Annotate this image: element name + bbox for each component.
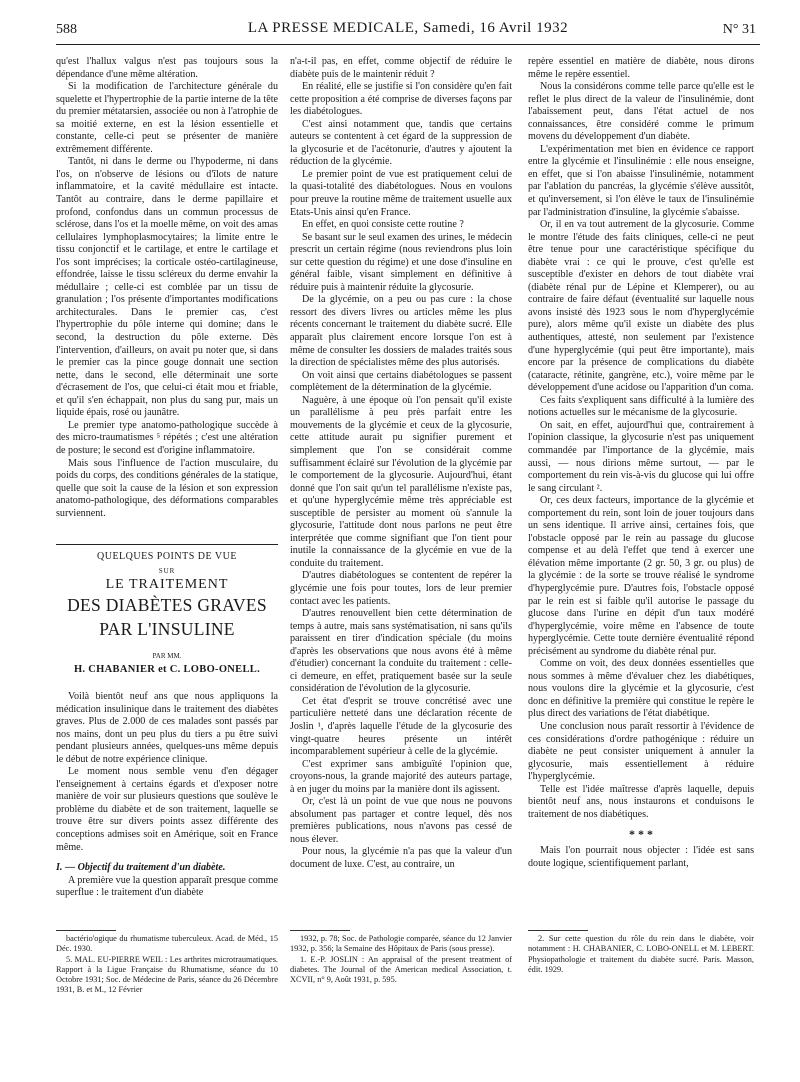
footnote: 1. E.-P. JOSLIN : An appraisal of the present treatment of diabetes. The Journal of the American medical Association, t. XCVII, n° 9, Août 1931, p. 595.	[290, 954, 512, 985]
article-par: PAR MM.	[152, 651, 182, 660]
paragraph: Le premier type anatomo-pathologique succède à des micro-traumatismes ⁵ répétés ; c'est une altération de posture; le second est d'origine inflammatoire.	[56, 419, 278, 456]
paragraph: D'autres renouvellent bien cette détermination de temps à autre, mais sans systématisation, ni sans qu'ils paraissent en tirer d'indication spéciale (du moins d'après les observations que nous avons été à même d'étudier) concernant la conduite du traitement : celle-ci demeure, en effet, pratiquement basée sur la seule considération de l'évolution de la glycosurie.	[290, 608, 512, 695]
footnotes-col3	[528, 930, 754, 975]
section-stars: * * *	[629, 827, 653, 842]
article-sur: SUR	[158, 566, 176, 575]
article-title-line1: LE TRAITEMENT	[105, 577, 229, 593]
paragraph: Mais sous l'influence de l'action musculaire, du poids du corps, des conditions générales de la statique, quelle que soit la cause de la lésion et son expression anatomo-pathologique, des déformations comparables surviennent.	[56, 457, 278, 519]
paragraph: Le premier point de vue est pratiquement celui de la quasi-totalité des diabétologues. Nous en voulons pour preuve la routine même de traitement usuelle aux Etats-Unis ainsi qu'en France.	[290, 168, 512, 218]
paragraph: Nous la considérons comme telle parce qu'elle est le reflet le plus direct de la valeur de l'insulinémie, dont l'abaissement peut, dans l'état actuel de nos connaissances, être considéré comme le primum movens du développement d'un diabète.	[528, 81, 754, 143]
paragraph: qu'est l'hallux valgus n'est pas toujours sous la dépendance d'une même altération.	[56, 56, 278, 80]
article-separator	[56, 544, 278, 545]
paragraph: Or, ces deux facteurs, importance de la glycémie et comportement du rein, sont loin de jouer toujours dans un sens identique. Il arrive ainsi, certaines fois, que l'obstacle opposé par le rein au passage du glucose compense et au delà l'effet que tend à exercer une élévation même importante (2 gr. 50, 3 gr. ou plus) de la glycémie : de la sorte se trouve réalisé le syndrome d'hyperglycémie pure. D'autres fois, l'obstacle opposé par le rein est si faible qu'il autorise le passage du glucose dans l'urine en dépit d'un taux modéré d'hyperglycémie, voire même en l'absence de toute hyperglycémie. Cette toute dernière éventualité répond précisément au syndrome du diabète rénal pur.	[528, 495, 754, 657]
footnote: bactério'ogique du rhumatisme tuberculeux. Acad. de Méd., 15 Déc. 1930.	[56, 934, 278, 954]
paragraph: De la glycémie, on a peu ou pas cure : la chose ressort des divers livres ou articles même les plus récents concernant le traitement du diabète sucré. Elle apparaît plus clairement encore lorsque l'on est à même de consulter les dossiers de malades traités sous la direction de spécialistes même des plus autorisés.	[290, 294, 512, 369]
paragraph: Pour nous, la glycémie n'a pas que la valeur d'un document de luxe. C'est, au contraire, un	[290, 846, 512, 870]
footnote-separator	[290, 930, 350, 931]
paragraph: L'expérimentation met bien en évidence ce rapport entre la glycémie et l'insulinémie : elle nous enseigne, en effet, que si l'on abaisse l'insulinémie, notamment par l'ablation du pancréas, la glycémie s'élève aussitôt, et qu'inversement, si l'on élève le taux de l'insulinémie par l'administration d'insuline, la glycémie s'abaisse.	[528, 143, 754, 218]
paragraph: repère essentiel en matière de diabète, nous dirons même le repère essentiel.	[528, 56, 754, 80]
paragraph: En effet, en quoi consiste cette routine ?	[302, 219, 464, 231]
issue-number: N° 31	[722, 22, 756, 37]
article-title-line3: PAR L'INSULINE	[99, 618, 235, 639]
column-1	[56, 56, 278, 900]
journal-title: LA PRESSE MEDICALE, Samedi, 16 Avril 1932	[247, 20, 569, 36]
section-title: I. — Objectif du traitement d'un diabète.	[56, 862, 226, 874]
paragraph: Mais l'on pourrait nous objecter : l'idée est sans doute logique, scientifiquement parlant,	[528, 845, 754, 869]
paragraph: Comme on voit, des deux données essentielles que nous sommes à même d'évaluer chez les diabétiques, nous voulons dire la glycémie et la glycosurie, c'est donc en définitive la première qui constitue le repère le plus direct des variations de l'état diabétique.	[528, 658, 754, 720]
paragraph: On voit ainsi que certains diabétologues se passent complètement de la détermination de la glycémie.	[290, 369, 512, 394]
paragraph: Se basant sur le seul examen des urines, le médecin prescrit un certain régime (nous reviendrons plus loin sur cette question du régime) et une dose d'insuline en général faible, visant simplement en définitive à réduire puis à maintenir réduite la glycosurie.	[290, 231, 512, 293]
page-number: 588	[56, 22, 77, 37]
paragraph: En réalité, elle se justifie si l'on considère qu'en fait cette proposition a été comprise de diverses façons par les diabétologues.	[290, 81, 512, 118]
paragraph: A première vue la question apparaît presque comme superflue : le traitement d'un diabète	[56, 874, 278, 899]
column-2	[290, 56, 512, 872]
paragraph: C'est exprimer sans ambiguïté l'opinion que, croyons-nous, la grande majorité des auteurs partage, à en juger du moins par la manière dont ils agissent.	[290, 758, 512, 795]
paragraph: Or, c'est là un point de vue que nous ne pouvons absolument pas partager et contre lequel, dès nos premières publications, nous n'avons pas cessé de nous élever.	[290, 796, 512, 845]
paragraph: n'a-t-il pas, en effet, comme objectif de réduire le diabète puis de le maintenir réduit ?	[290, 56, 512, 80]
paragraph: On sait, en effet, aujourd'hui que, contrairement à l'opinion classique, la glycosurie n'est pas uniquement commandée par l'importance de la glycémie, mais aussi, — nous dirions même surtout, — par le comportement du rein vis-à-vis du glucose qui lui offre le sang circulant ².	[528, 419, 754, 494]
paragraph: Or, il en va tout autrement de la glycosurie. Comme le montre l'étude des faits cliniques, celle-ci ne peut être tenue pour une caractéristique spécifique du diabète vrai : ce qui le prouve, c'est qu'elle est susceptible d'exister en dehors de tout diabète vrai (diabète rénal pur de Lépine et Klemperer), ou au contraire de faire défaut (éventualité sur laquelle nous avons insisté dès 1923 sous le nom d'hyperglycémie pure), alors même qu'il existe un diabète des plus authentiques, attesté, non seulement par l'existence d'une hyperglycémie (qui peut être importante), mais encore par la présence de complications du diabète (cataracte, rétinite, gangrène, etc.), voire même par le développement d'une acidose ou l'apparition d'un coma.	[528, 219, 754, 394]
paragraph: Si la modification de l'architecture générale du squelette et l'hypertrophie de la partie interne de la tête du premier métatarsien, associée ou non à l'atrophie de sa moitié externe, en est la lésion essentielle et constante, celle-ci peut se présenter de manière extrêmement différente.	[56, 81, 278, 155]
footnote: 2. Sur cette question du rôle du rein dans le diabète, voir notamment : H. CHABANIER, C. LOBO-ONELL et M. LEBERT. Physiopathologie et traitement du diabète sucré. Paris. Masson, édit. 1929.	[528, 934, 754, 974]
paragraph: Cet état d'esprit se trouve concrétisé avec une particulière netteté dans une déclaration récente de Joslin ¹, d'après laquelle l'étude de la glycosurie des vingt-quatre heures présente un intérêt incomparablement supérieur à celle de la glycémie.	[290, 695, 512, 758]
paragraph: C'est ainsi notamment que, tandis que certains auteurs se contentent à cet égard de la suppression de la glycosurie et de l'acétonurie, d'autres y ajoutent la réduction de la glycémie.	[290, 118, 512, 168]
footnotes-col2	[290, 930, 512, 985]
paragraph: Naguère, à une époque où l'on pensait qu'il existe un parallélisme à peu près parfait entre les mouvements de la glycémie et ceux de la glycosurie, cette attitude aurait pu signifier purement et simplement que l'on se considérait comme suffisamment éclairé sur l'évolution de la glycémie par le comportement de la glycosurie. Aujourd'hui, étant donné que l'on sait qu'un tel parallélisme n'existe pas, et qu'une hyperglycémie même très appréciable est susceptible de persister au moment où s'annule la glycosurie, l'attitude dont nous parlons ne peut être interprétée que comme signifiant que l'on tient pour inutile la connaissance de la glycémie en vue de la conduite du traitement.	[290, 394, 512, 569]
article-heading	[56, 551, 278, 677]
article-kicker: QUELQUES POINTS DE VUE	[97, 551, 237, 563]
running-header	[56, 18, 760, 45]
paragraph: Ces faits s'expliquent sans difficulté à la lumière des notions actuelles sur le mécanisme de la glycosurie.	[528, 394, 754, 419]
column-3	[528, 56, 754, 870]
footnote-separator	[528, 930, 588, 931]
footnote-separator	[56, 930, 116, 931]
paragraph: Le moment nous semble venu d'en dégager l'enseignement à certains égards et d'exposer notre manière de voir sur plusieurs questions que soulève le problème du diabète et de son traitement, laquelle se trouve être sur divers points assez différente des conceptions admises soit en Amérique, soit en France même.	[56, 766, 278, 853]
footnotes-col1	[56, 930, 278, 996]
paragraph: Telle est l'idée maîtresse d'après laquelle, depuis bientôt neuf ans, nous instaurons et conduisons le traitement de nos diabétiques.	[528, 783, 754, 820]
paragraph: Une conclusion nous paraît ressortir à l'évidence de ces considérations d'ordre pathogénique : réduire un diabète ne peut consister uniquement à annuler la glycosurie, mais essentiellement à réduire l'hyperglycémie.	[528, 720, 754, 783]
article-title-line2: DES DIABÈTES GRAVES	[67, 594, 267, 615]
article-authors: H. CHABANIER et C. LOBO-ONELL.	[73, 664, 261, 676]
paragraph: Tantôt, ni dans le derme ou l'hypoderme, ni dans l'os, on n'observe de lésions ou d'îlots de nature inflammatoire, et la cavité médullaire est intacte. Tantôt au contraire, dans le derme papillaire et profond, confondus dans un commun processus de sclérose, dans l'os et la moelle même, on voit des amas cellulaires lymphoplasmocytaires; la limite entre le tissu conjonctif et le cartilage, et entre le cartilage et l'os sont imprécises; la corticale ostéo-cartilagineuse, effondrée, laisse le tissu scléreux du derme envahir la médullaire ; celle-ci est comblée par un tissu de granulation ; l'os présente d'importantes modifications architecturales. Dans le premier cas, c'est l'hypertrophie du pôle interne qui domine; dans le second, la destruction du pôle externe. Dès l'intervention, d'ailleurs, on avait pu noter que, si dans le premier cas la pince gouge donnait une section nette, dans le second, elle déterminait une sorte d'écrasement de l'os, que celui-ci était mou et friable, et qu'il s'en échappait, non plus du sang pur, mais un liquide épais, rosé ou jaunâtre.	[56, 156, 278, 419]
footnote: 1932, p. 78; Soc. de Pathologie comparée, séance du 12 Janvier 1932, p. 356; la Semaine des Hôpitaux de Paris (sous presse).	[290, 934, 512, 954]
paragraph: D'autres diabétologues se contentent de repérer la glycémie une fois pour toutes, lors de leur premier contact avec les patients.	[290, 570, 512, 607]
footnote: 5. MAL. EU-PIERRE WEIL : Les arthrites microtraumatiques. Rapport à la Ligue Française du Rhumatisme, séance du 10 Octobre 1931; Soc. de Médecine de Paris, séance du 26 Décembre 1931, B. et M., 12 Février	[56, 954, 278, 995]
paragraph: Voilà bientôt neuf ans que nous appliquons la médication insulinique dans le traitement des diabètes graves. Plus de 2.000 de ces malades sont passés par nos mains, dont un peu plus du tiers a pu être suivi pendant plusieurs années, quelques-uns même depuis le début de notre expérience clinique.	[56, 690, 278, 765]
